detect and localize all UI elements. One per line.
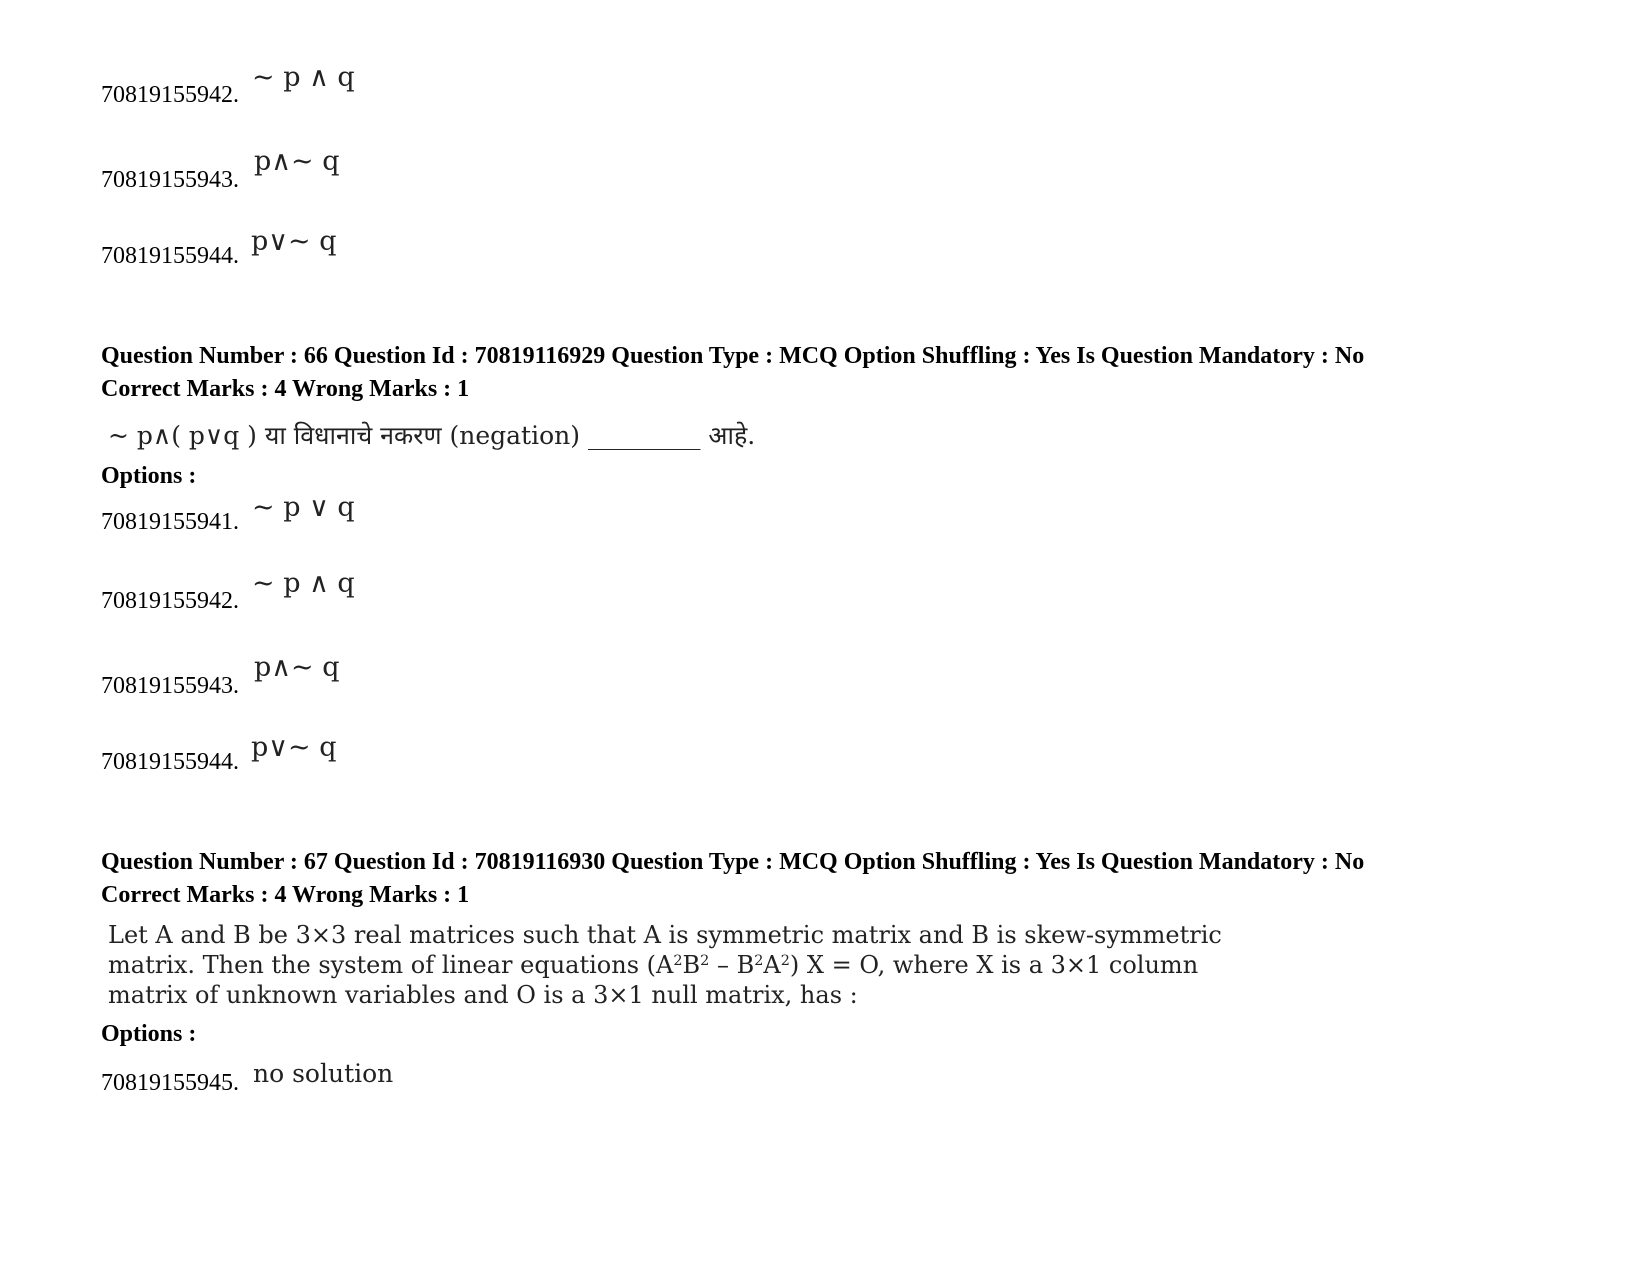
option-text: ~ p ∧ q xyxy=(252,62,355,93)
question-meta: Question Number : 67 Question Id : 70819116930 Question Type : MCQ Option Shuffling : Yes Is Question Mandatory : No xyxy=(101,849,1365,875)
question-text-line: Let A and B be 3×3 real matrices such that A is symmetric matrix and B is skew-symmetric xyxy=(108,921,1222,949)
question-text: ~ p∧( p∨q ) या विधानाचे नकरण (negation) _________ आहे. xyxy=(108,421,756,450)
option-id: 70819155942. xyxy=(101,82,239,108)
question-marks: Correct Marks : 4 Wrong Marks : 1 xyxy=(101,376,470,402)
option-id: 70819155943. xyxy=(101,167,239,193)
question-marks: Correct Marks : 4 Wrong Marks : 1 xyxy=(101,882,470,908)
option-text: p∨~ q xyxy=(251,732,337,763)
question-text-line: matrix. Then the system of linear equations $(A^2B^2 - B^2A^2) X = O$, where X is a 3×1 column xyxy=(108,951,1199,979)
option-text: no solution xyxy=(253,1059,394,1088)
options-label: Options : xyxy=(101,1021,197,1047)
question-meta: Question Number : 66 Question Id : 70819116929 Question Type : MCQ Option Shuffling : Yes Is Question Mandatory : No xyxy=(101,343,1365,369)
option-text: p∧~ q xyxy=(254,652,340,683)
option-id: 70819155944. xyxy=(101,243,239,269)
option-id: 70819155941. xyxy=(101,509,239,535)
option-id: 70819155945. xyxy=(101,1070,239,1096)
option-text: p∨~ q xyxy=(251,226,337,257)
option-text: ~ p ∧ q xyxy=(252,568,355,599)
option-text: p∧~ q xyxy=(254,146,340,177)
options-label: Options : xyxy=(101,463,197,489)
question-text-line: matrix of unknown variables and O is a 3×1 null matrix, has : xyxy=(108,981,858,1009)
option-id: 70819155943. xyxy=(101,673,239,699)
option-text: ~ p ∨ q xyxy=(252,492,355,523)
option-id: 70819155944. xyxy=(101,749,239,775)
option-id: 70819155942. xyxy=(101,588,239,614)
